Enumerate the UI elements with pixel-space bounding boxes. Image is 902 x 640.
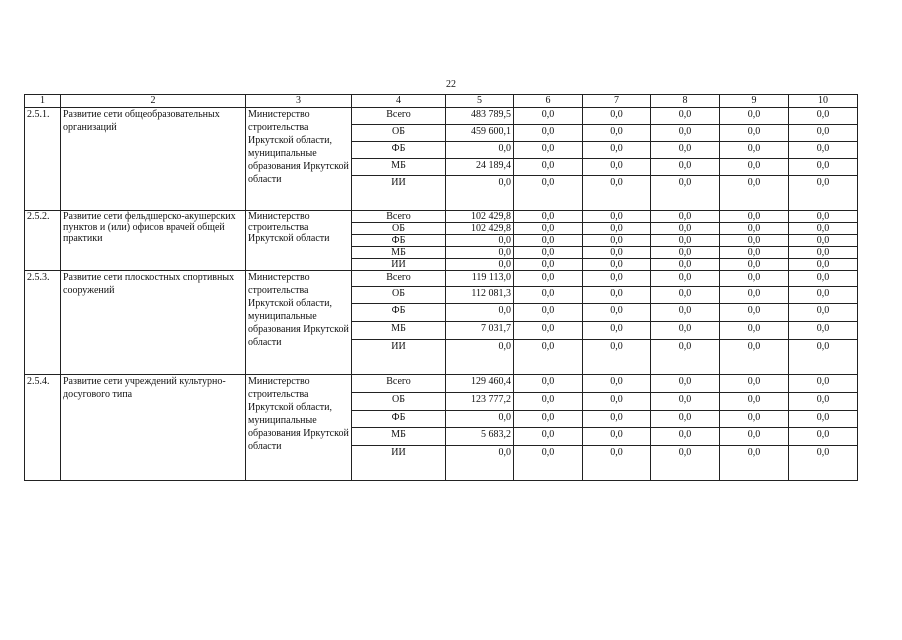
amount-cell: 0,0 xyxy=(720,142,789,159)
amount-cell: 0,0 xyxy=(789,235,858,247)
funding-source-cell: ОБ xyxy=(352,223,446,235)
amount-cell: 0,0 xyxy=(514,340,583,375)
funding-source-cell: Всего xyxy=(352,375,446,393)
amount-cell: 0,0 xyxy=(720,393,789,411)
amount-cell: 0,0 xyxy=(514,428,583,446)
responsible-org: Министерство строительства Иркутской области, муниципальные образования Иркутской области xyxy=(246,108,352,211)
amount-cell: 0,0 xyxy=(514,235,583,247)
funding-source-cell: ОБ xyxy=(352,287,446,304)
amount-cell: 0,0 xyxy=(720,235,789,247)
amount-cell: 0,0 xyxy=(583,287,651,304)
amount-cell: 0,0 xyxy=(720,211,789,223)
amount-cell: 0,0 xyxy=(651,223,720,235)
amount-total-cell: 129 460,4 xyxy=(446,375,514,393)
amount-cell: 0,0 xyxy=(651,271,720,287)
amount-cell: 0,0 xyxy=(789,108,858,125)
funding-source-cell: ФБ xyxy=(352,235,446,247)
page-number: 22 xyxy=(446,79,456,90)
amount-cell: 0,0 xyxy=(789,142,858,159)
amount-cell: 0,0 xyxy=(720,271,789,287)
budget-table xyxy=(24,94,858,481)
responsible-org: Министерство строительства Иркутской области, муниципальные образования Иркутской области xyxy=(246,375,352,481)
amount-cell: 0,0 xyxy=(514,211,583,223)
amount-total-cell: 7 031,7 xyxy=(446,322,514,340)
amount-cell: 0,0 xyxy=(720,247,789,259)
funding-source-cell: Всего xyxy=(352,271,446,287)
amount-total-cell: 112 081,3 xyxy=(446,287,514,304)
amount-cell: 0,0 xyxy=(789,340,858,375)
amount-total-cell: 0,0 xyxy=(446,340,514,375)
column-header: 10 xyxy=(789,95,858,108)
amount-cell: 0,0 xyxy=(583,142,651,159)
amount-cell: 0,0 xyxy=(720,223,789,235)
amount-cell: 0,0 xyxy=(514,271,583,287)
amount-cell: 0,0 xyxy=(514,223,583,235)
amount-cell: 0,0 xyxy=(789,375,858,393)
amount-cell: 0,0 xyxy=(651,393,720,411)
amount-total-cell: 0,0 xyxy=(446,446,514,481)
amount-cell: 0,0 xyxy=(583,446,651,481)
amount-cell: 0,0 xyxy=(583,211,651,223)
amount-cell: 0,0 xyxy=(514,304,583,322)
amount-total-cell: 102 429,8 xyxy=(446,223,514,235)
amount-cell: 0,0 xyxy=(720,375,789,393)
amount-cell: 0,0 xyxy=(720,125,789,142)
amount-total-cell: 5 683,2 xyxy=(446,428,514,446)
amount-cell: 0,0 xyxy=(583,304,651,322)
amount-cell: 0,0 xyxy=(514,411,583,428)
amount-cell: 0,0 xyxy=(789,271,858,287)
amount-cell: 0,0 xyxy=(651,247,720,259)
header-row xyxy=(25,95,858,108)
funding-source-cell: МБ xyxy=(352,428,446,446)
amount-cell: 0,0 xyxy=(583,340,651,375)
amount-cell: 0,0 xyxy=(720,176,789,211)
amount-cell: 0,0 xyxy=(789,411,858,428)
amount-cell: 0,0 xyxy=(651,375,720,393)
amount-cell: 0,0 xyxy=(720,322,789,340)
amount-cell: 0,0 xyxy=(651,235,720,247)
column-header: 2 xyxy=(61,95,246,108)
amount-cell: 0,0 xyxy=(651,411,720,428)
table-body xyxy=(25,108,858,481)
amount-cell: 0,0 xyxy=(651,304,720,322)
amount-cell: 0,0 xyxy=(583,393,651,411)
column-header: 5 xyxy=(446,95,514,108)
amount-cell: 0,0 xyxy=(583,259,651,271)
amount-total-cell: 459 600,1 xyxy=(446,125,514,142)
amount-cell: 0,0 xyxy=(789,304,858,322)
amount-cell: 0,0 xyxy=(720,340,789,375)
column-header: 7 xyxy=(583,95,651,108)
amount-cell: 0,0 xyxy=(514,259,583,271)
amount-cell: 0,0 xyxy=(514,159,583,176)
amount-total-cell: 24 189,4 xyxy=(446,159,514,176)
amount-cell: 0,0 xyxy=(583,223,651,235)
amount-total-cell: 483 789,5 xyxy=(446,108,514,125)
funding-source-cell: ОБ xyxy=(352,125,446,142)
amount-cell: 0,0 xyxy=(514,287,583,304)
amount-total-cell: 0,0 xyxy=(446,304,514,322)
amount-cell: 0,0 xyxy=(583,411,651,428)
amount-cell: 0,0 xyxy=(651,142,720,159)
amount-cell: 0,0 xyxy=(651,125,720,142)
responsible-org: Министерство строительства Иркутской области, муниципальные образования Иркутской области xyxy=(246,271,352,375)
amount-cell: 0,0 xyxy=(583,322,651,340)
amount-cell: 0,0 xyxy=(651,322,720,340)
item-number: 2.5.4. xyxy=(25,375,61,481)
amount-cell: 0,0 xyxy=(789,259,858,271)
item-number: 2.5.3. xyxy=(25,271,61,375)
table-row xyxy=(25,271,858,287)
amount-cell: 0,0 xyxy=(514,125,583,142)
amount-cell: 0,0 xyxy=(720,159,789,176)
funding-source-cell: МБ xyxy=(352,159,446,176)
amount-cell: 0,0 xyxy=(583,159,651,176)
funding-source-cell: ФБ xyxy=(352,142,446,159)
amount-cell: 0,0 xyxy=(583,271,651,287)
amount-cell: 0,0 xyxy=(720,108,789,125)
amount-total-cell: 0,0 xyxy=(446,259,514,271)
amount-cell: 0,0 xyxy=(789,176,858,211)
item-number: 2.5.2. xyxy=(25,211,61,271)
amount-cell: 0,0 xyxy=(651,446,720,481)
column-header: 3 xyxy=(246,95,352,108)
item-name: Развитие сети общеобразовательных организаций xyxy=(61,108,246,211)
table-row xyxy=(25,108,858,125)
amount-cell: 0,0 xyxy=(720,411,789,428)
amount-total-cell: 0,0 xyxy=(446,411,514,428)
funding-source-cell: МБ xyxy=(352,247,446,259)
column-header: 8 xyxy=(651,95,720,108)
amount-total-cell: 123 777,2 xyxy=(446,393,514,411)
column-header: 9 xyxy=(720,95,789,108)
amount-cell: 0,0 xyxy=(651,159,720,176)
table-row xyxy=(25,211,858,223)
column-header: 6 xyxy=(514,95,583,108)
amount-total-cell: 0,0 xyxy=(446,247,514,259)
item-name: Развитие сети учреждений культурно-досугового типа xyxy=(61,375,246,481)
amount-cell: 0,0 xyxy=(789,446,858,481)
amount-cell: 0,0 xyxy=(789,125,858,142)
item-name: Развитие сети фельдшерско-акушерских пунктов и (или) офисов врачей общей практики xyxy=(61,211,246,271)
amount-cell: 0,0 xyxy=(514,446,583,481)
amount-cell: 0,0 xyxy=(720,446,789,481)
funding-source-cell: ИИ xyxy=(352,259,446,271)
amount-cell: 0,0 xyxy=(514,142,583,159)
column-header: 4 xyxy=(352,95,446,108)
amount-cell: 0,0 xyxy=(720,304,789,322)
amount-cell: 0,0 xyxy=(651,340,720,375)
amount-total-cell: 119 113,0 xyxy=(446,271,514,287)
column-header: 1 xyxy=(25,95,61,108)
amount-cell: 0,0 xyxy=(651,428,720,446)
amount-cell: 0,0 xyxy=(789,287,858,304)
amount-cell: 0,0 xyxy=(583,375,651,393)
amount-cell: 0,0 xyxy=(651,176,720,211)
amount-cell: 0,0 xyxy=(651,259,720,271)
amount-cell: 0,0 xyxy=(514,176,583,211)
amount-cell: 0,0 xyxy=(583,176,651,211)
amount-cell: 0,0 xyxy=(514,375,583,393)
amount-cell: 0,0 xyxy=(651,287,720,304)
funding-source-cell: ФБ xyxy=(352,411,446,428)
item-number: 2.5.1. xyxy=(25,108,61,211)
amount-cell: 0,0 xyxy=(789,159,858,176)
amount-cell: 0,0 xyxy=(514,322,583,340)
amount-cell: 0,0 xyxy=(583,108,651,125)
funding-source-cell: МБ xyxy=(352,322,446,340)
amount-cell: 0,0 xyxy=(720,287,789,304)
amount-cell: 0,0 xyxy=(789,393,858,411)
amount-cell: 0,0 xyxy=(789,211,858,223)
amount-cell: 0,0 xyxy=(583,247,651,259)
amount-total-cell: 0,0 xyxy=(446,142,514,159)
funding-source-cell: Всего xyxy=(352,108,446,125)
amount-total-cell: 0,0 xyxy=(446,235,514,247)
amount-cell: 0,0 xyxy=(720,428,789,446)
amount-cell: 0,0 xyxy=(789,223,858,235)
funding-source-cell: Всего xyxy=(352,211,446,223)
funding-source-cell: ИИ xyxy=(352,446,446,481)
amount-cell: 0,0 xyxy=(583,125,651,142)
amount-cell: 0,0 xyxy=(789,247,858,259)
item-name: Развитие сети плоскостных спортивных сооружений xyxy=(61,271,246,375)
amount-cell: 0,0 xyxy=(583,235,651,247)
amount-cell: 0,0 xyxy=(651,108,720,125)
amount-cell: 0,0 xyxy=(514,247,583,259)
amount-cell: 0,0 xyxy=(514,108,583,125)
amount-cell: 0,0 xyxy=(720,259,789,271)
funding-source-cell: ОБ xyxy=(352,393,446,411)
responsible-org: Министерство строительства Иркутской области xyxy=(246,211,352,271)
amount-cell: 0,0 xyxy=(583,428,651,446)
funding-source-cell: ФБ xyxy=(352,304,446,322)
funding-source-cell: ИИ xyxy=(352,340,446,375)
amount-total-cell: 0,0 xyxy=(446,176,514,211)
amount-cell: 0,0 xyxy=(514,393,583,411)
amount-cell: 0,0 xyxy=(651,211,720,223)
amount-cell: 0,0 xyxy=(789,428,858,446)
amount-cell: 0,0 xyxy=(789,322,858,340)
funding-source-cell: ИИ xyxy=(352,176,446,211)
amount-total-cell: 102 429,8 xyxy=(446,211,514,223)
table-row xyxy=(25,375,858,393)
